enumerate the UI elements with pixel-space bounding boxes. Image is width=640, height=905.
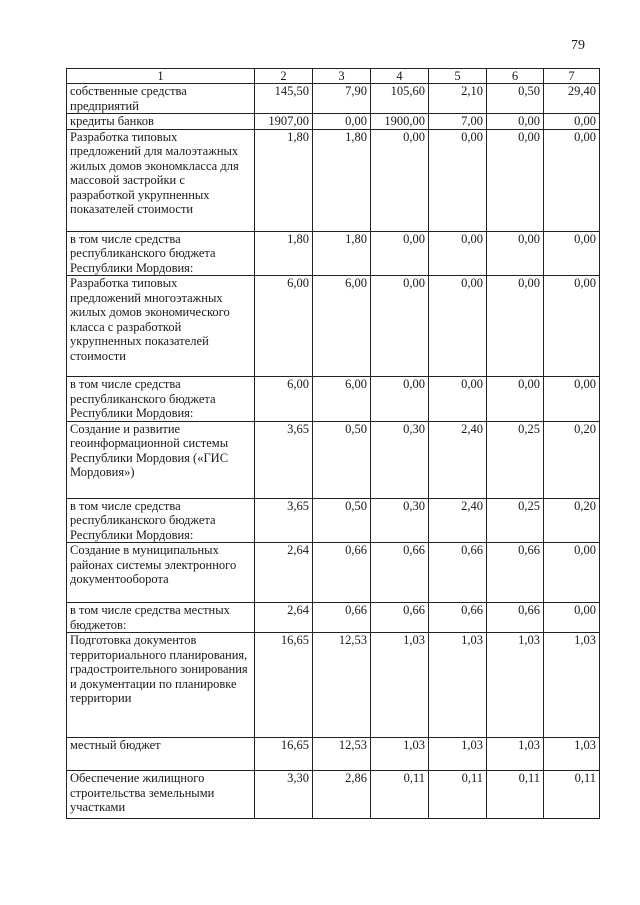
value-cell: 0,66 (371, 603, 429, 633)
table-row (67, 421, 600, 498)
value-cell: 0,00 (313, 114, 371, 130)
value-cell: 0,00 (487, 276, 544, 377)
value-cell: 0,00 (487, 129, 544, 231)
value-cell: 0,00 (487, 377, 544, 422)
value-cell: 0,11 (544, 771, 600, 819)
value-cell: 0,00 (429, 129, 487, 231)
row-label: Создание и развитие геоинформационной системы Республики Мордовия («ГИС Мордовия») (67, 421, 255, 498)
table-row (67, 114, 600, 130)
value-cell: 1,80 (255, 231, 313, 276)
value-cell: 16,65 (255, 633, 313, 738)
budget-table (66, 68, 600, 819)
value-cell: 1,03 (487, 633, 544, 738)
table-row (67, 276, 600, 377)
row-label: в том числе средства местных бюджетов: (67, 603, 255, 633)
value-cell: 0,11 (371, 771, 429, 819)
value-cell: 0,00 (429, 377, 487, 422)
value-cell: 0,66 (429, 543, 487, 603)
column-header: 7 (544, 69, 600, 84)
column-header: 1 (67, 69, 255, 84)
value-cell: 0,00 (487, 114, 544, 130)
value-cell: 1,03 (429, 738, 487, 771)
value-cell: 1,03 (544, 633, 600, 738)
column-header: 5 (429, 69, 487, 84)
value-cell: 0,00 (371, 377, 429, 422)
value-cell: 0,66 (313, 603, 371, 633)
value-cell: 2,64 (255, 603, 313, 633)
value-cell: 0,20 (544, 498, 600, 543)
table-row (67, 231, 600, 276)
value-cell: 0,66 (313, 543, 371, 603)
value-cell: 0,00 (544, 231, 600, 276)
value-cell: 0,50 (487, 84, 544, 114)
value-cell: 0,00 (487, 231, 544, 276)
value-cell: 1,03 (429, 633, 487, 738)
value-cell: 0,00 (544, 603, 600, 633)
value-cell: 0,00 (371, 129, 429, 231)
table-body (67, 84, 600, 819)
row-label: в том числе средства республиканского бюджета Республики Мордовия: (67, 231, 255, 276)
value-cell: 2,64 (255, 543, 313, 603)
value-cell: 1,80 (255, 129, 313, 231)
row-label: в том числе средства республиканского бюджета Республики Мордовия: (67, 498, 255, 543)
value-cell: 6,00 (255, 377, 313, 422)
value-cell: 0,30 (371, 421, 429, 498)
row-label: кредиты банков (67, 114, 255, 130)
value-cell: 0,11 (487, 771, 544, 819)
row-label: Разработка типовых предложений для малоэтажных жилых домов экономкласса для массовой застройки с разработкой укрупненных показателей стоимости (67, 129, 255, 231)
value-cell: 2,86 (313, 771, 371, 819)
value-cell: 145,50 (255, 84, 313, 114)
value-cell: 3,65 (255, 421, 313, 498)
value-cell: 0,25 (487, 421, 544, 498)
row-label: Подготовка документов территориального планирования, градостроительного зонирования и документации по планировке территории (67, 633, 255, 738)
table-row (67, 771, 600, 819)
value-cell: 0,50 (313, 421, 371, 498)
column-header: 2 (255, 69, 313, 84)
value-cell: 0,00 (544, 377, 600, 422)
row-label: в том числе средства республиканского бюджета Республики Мордовия: (67, 377, 255, 422)
value-cell: 6,00 (255, 276, 313, 377)
value-cell: 1,03 (487, 738, 544, 771)
value-cell: 6,00 (313, 276, 371, 377)
value-cell: 0,50 (313, 498, 371, 543)
value-cell: 12,53 (313, 738, 371, 771)
value-cell: 0,66 (487, 543, 544, 603)
value-cell: 1907,00 (255, 114, 313, 130)
table-row (67, 498, 600, 543)
value-cell: 7,90 (313, 84, 371, 114)
value-cell: 2,40 (429, 498, 487, 543)
value-cell: 0,00 (429, 276, 487, 377)
value-cell: 0,00 (429, 231, 487, 276)
value-cell: 29,40 (544, 84, 600, 114)
value-cell: 0,30 (371, 498, 429, 543)
row-label: Обеспечение жилищного строительства земельными участками (67, 771, 255, 819)
value-cell: 0,00 (544, 129, 600, 231)
value-cell: 0,00 (371, 231, 429, 276)
value-cell: 1,80 (313, 129, 371, 231)
value-cell: 0,66 (487, 603, 544, 633)
page-number: 79 (571, 38, 585, 53)
value-cell: 2,40 (429, 421, 487, 498)
value-cell: 0,66 (371, 543, 429, 603)
row-label: местный бюджет (67, 738, 255, 771)
value-cell: 1,03 (371, 738, 429, 771)
table-row (67, 543, 600, 603)
value-cell: 0,20 (544, 421, 600, 498)
value-cell: 1900,00 (371, 114, 429, 130)
row-label: собственные средства предприятий (67, 84, 255, 114)
table-row (67, 377, 600, 422)
value-cell: 1,80 (313, 231, 371, 276)
table-row (67, 603, 600, 633)
table-header-row (67, 69, 600, 84)
value-cell: 0,00 (371, 276, 429, 377)
row-label: Создание в муниципальных районах системы электронного документооборота (67, 543, 255, 603)
value-cell: 3,65 (255, 498, 313, 543)
row-label: Разработка типовых предложений многоэтажных жилых домов экономического класса с разработкой укрупненных показателей стоимости (67, 276, 255, 377)
value-cell: 0,11 (429, 771, 487, 819)
value-cell: 0,25 (487, 498, 544, 543)
value-cell: 16,65 (255, 738, 313, 771)
value-cell: 0,66 (429, 603, 487, 633)
column-header: 4 (371, 69, 429, 84)
value-cell: 12,53 (313, 633, 371, 738)
value-cell: 0,00 (544, 276, 600, 377)
table-row (67, 84, 600, 114)
value-cell: 3,30 (255, 771, 313, 819)
table-row (67, 738, 600, 771)
table-row (67, 633, 600, 738)
table-row (67, 129, 600, 231)
column-header: 3 (313, 69, 371, 84)
value-cell: 1,03 (544, 738, 600, 771)
value-cell: 0,00 (544, 114, 600, 130)
value-cell: 105,60 (371, 84, 429, 114)
column-header: 6 (487, 69, 544, 84)
value-cell: 0,00 (544, 543, 600, 603)
value-cell: 7,00 (429, 114, 487, 130)
value-cell: 6,00 (313, 377, 371, 422)
value-cell: 1,03 (371, 633, 429, 738)
value-cell: 2,10 (429, 84, 487, 114)
